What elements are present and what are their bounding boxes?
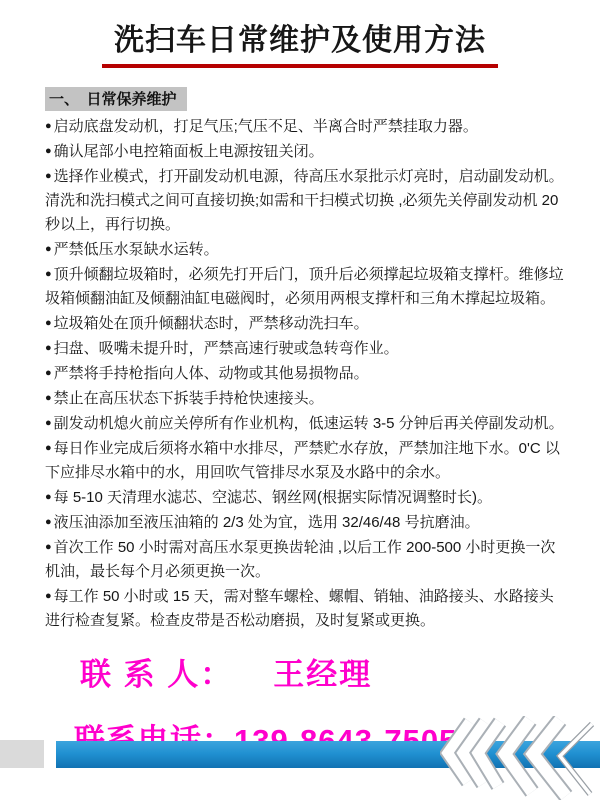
footer-chevrons-icon (440, 716, 600, 800)
list-item-text: 首次工作 50 小时需对高压水泵更换齿轮油 ,以后工作 200-500 小时更换一次机油，最长每个月必须更换一次。 (45, 539, 556, 580)
bullet-marker: ● (45, 317, 52, 329)
list-item-text: 严禁将手持枪指向人体、动物或其他易损物品。 (53, 365, 369, 382)
list-item-text: 确认尾部小电控箱面板上电源按钮关闭。 (53, 143, 324, 160)
bullet-marker: ● (45, 590, 52, 602)
bullet-marker: ● (45, 417, 52, 429)
list-item-text: 禁止在高压状态下拆装手持枪快速接头。 (53, 390, 324, 407)
bullet-marker: ● (45, 392, 52, 404)
list-item (45, 114, 564, 139)
bullet-marker: ● (45, 442, 52, 454)
bullet-marker: ● (45, 243, 52, 255)
list-item-text: 副发动机熄火前应关停所有作业机构，低速运转 3-5 分钟后再关停副发动机。 (53, 415, 564, 432)
list-item-text: 顶升倾翻垃圾箱时，必须先打开后门，顶升后必须撑起垃圾箱支撑杆。维修垃圾箱倾翻油缸及倾翻油缸电磁阀时，必须用两根支撑杆和三角木撑起垃圾箱。 (45, 266, 564, 307)
bullet-marker: ● (45, 342, 52, 354)
list-item-text: 垃圾箱处在顶升倾翻状态时，严禁移动洗扫车。 (53, 315, 369, 332)
list-item-text: 每工作 50 小时或 15 天，需对整车螺栓、螺帽、销轴、油路接头、水路接头进行检查复紧。检查皮带是否松动磨损，及时复紧或更换。 (45, 588, 554, 629)
list-item (45, 510, 564, 535)
section-heading: 一、 日常保养维护 (45, 87, 187, 111)
list-item-text: 扫盘、吸嘴未提升时，严禁高速行驶或急转弯作业。 (53, 340, 399, 357)
list-item (45, 361, 564, 386)
list-item-text: 每 5-10 天清理水滤芯、空滤芯、钢丝网(根据实际情况调整时长)。 (53, 489, 493, 506)
bullet-marker: ● (45, 516, 52, 528)
list-item (45, 139, 564, 164)
maintenance-list (45, 114, 564, 633)
footer-gray-block (0, 740, 44, 768)
bullet-marker: ● (45, 541, 52, 553)
list-item (45, 336, 564, 361)
bullet-marker: ● (45, 367, 52, 379)
list-item-text: 选择作业模式，打开副发动机电源，待高压水泵批示灯亮时，启动副发动机。清洗和洗扫模式之间可直接切换;如需和干扫模式切换 ,必须先关停副发动机 20 秒以上，再行切换。 (45, 168, 564, 233)
list-item-text: 启动底盘发动机，打足气压;气压不足、半离合时严禁挂取力器。 (53, 118, 478, 135)
list-item-text: 每日作业完成后须将水箱中水排尽，严禁贮水存放，严禁加注地下水。0'C 以下应排尽水箱中的水，用回吹气管排尽水泵及水路中的余水。 (45, 440, 560, 481)
bullet-marker: ● (45, 120, 52, 132)
list-item (45, 164, 564, 237)
bullet-marker: ● (45, 145, 52, 157)
list-item (45, 262, 564, 311)
list-item-text: 液压油添加至液压油箱的 2/3 处为宜，选用 32/46/48 号抗磨油。 (53, 514, 480, 531)
list-item (45, 411, 564, 436)
list-item (45, 584, 564, 633)
list-item (45, 535, 564, 584)
list-item (45, 311, 564, 336)
bullet-marker: ● (45, 491, 52, 503)
contact-person-name: 王经理 (273, 657, 373, 692)
list-item (45, 485, 564, 510)
list-item (45, 386, 564, 411)
bullet-marker: ● (45, 268, 52, 280)
list-item (45, 237, 564, 262)
contact-person-row (80, 649, 600, 694)
list-item-text: 严禁低压水泵缺水运转。 (53, 241, 219, 258)
page-title: 洗扫车日常维护及使用方法 (114, 24, 486, 57)
list-item (45, 436, 564, 485)
contact-person-label: 联 系 人： (80, 657, 234, 692)
bullet-marker: ● (45, 170, 52, 182)
